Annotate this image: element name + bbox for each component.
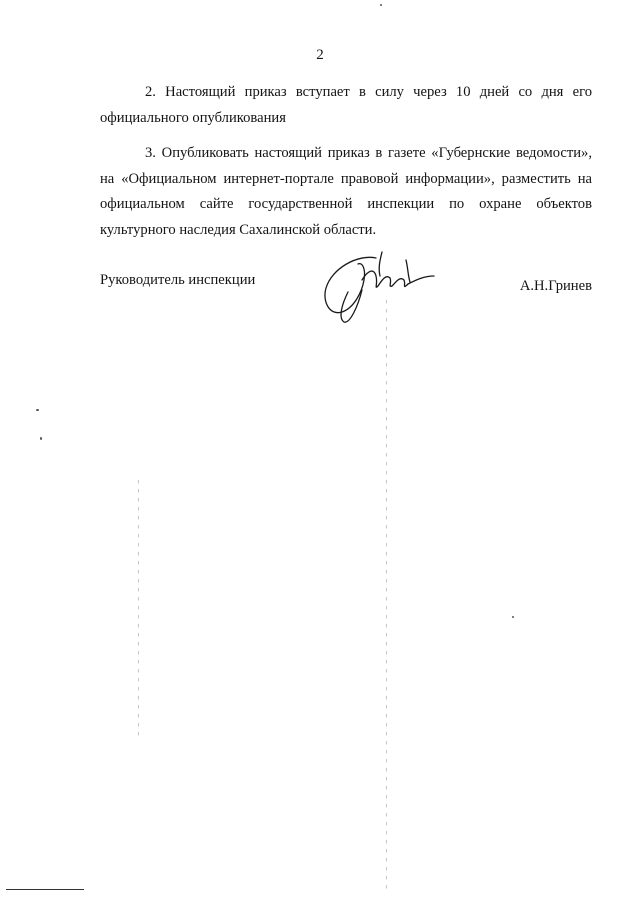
document-body bbox=[100, 80, 592, 243]
scan-speck bbox=[36, 409, 39, 411]
signatory-name: А.Н.Гринев bbox=[519, 278, 592, 294]
handwritten-signature bbox=[318, 246, 438, 326]
paragraph-3: 3. Опубликовать настоящий приказ в газете «Губернские ведомости», на «Официальном интернет-портале правовой информации», разместить на официальном сайте государственной инспекции по охране объектов культурного наследия Сахалинской области. bbox=[100, 145, 592, 238]
scan-artifact-column bbox=[138, 480, 139, 740]
scan-speck bbox=[380, 4, 382, 6]
scan-speck bbox=[40, 437, 42, 440]
scan-speck bbox=[512, 616, 514, 618]
signatory-position: Руководитель инспекции bbox=[100, 272, 256, 288]
paragraph-2: 2. Настоящий приказ вступает в силу через 10 дней со дня его официального опубликования bbox=[100, 84, 592, 126]
scan-artifact-column bbox=[386, 300, 387, 890]
scan-artifact-line bbox=[6, 889, 84, 890]
page-number: 2 bbox=[316, 47, 324, 63]
